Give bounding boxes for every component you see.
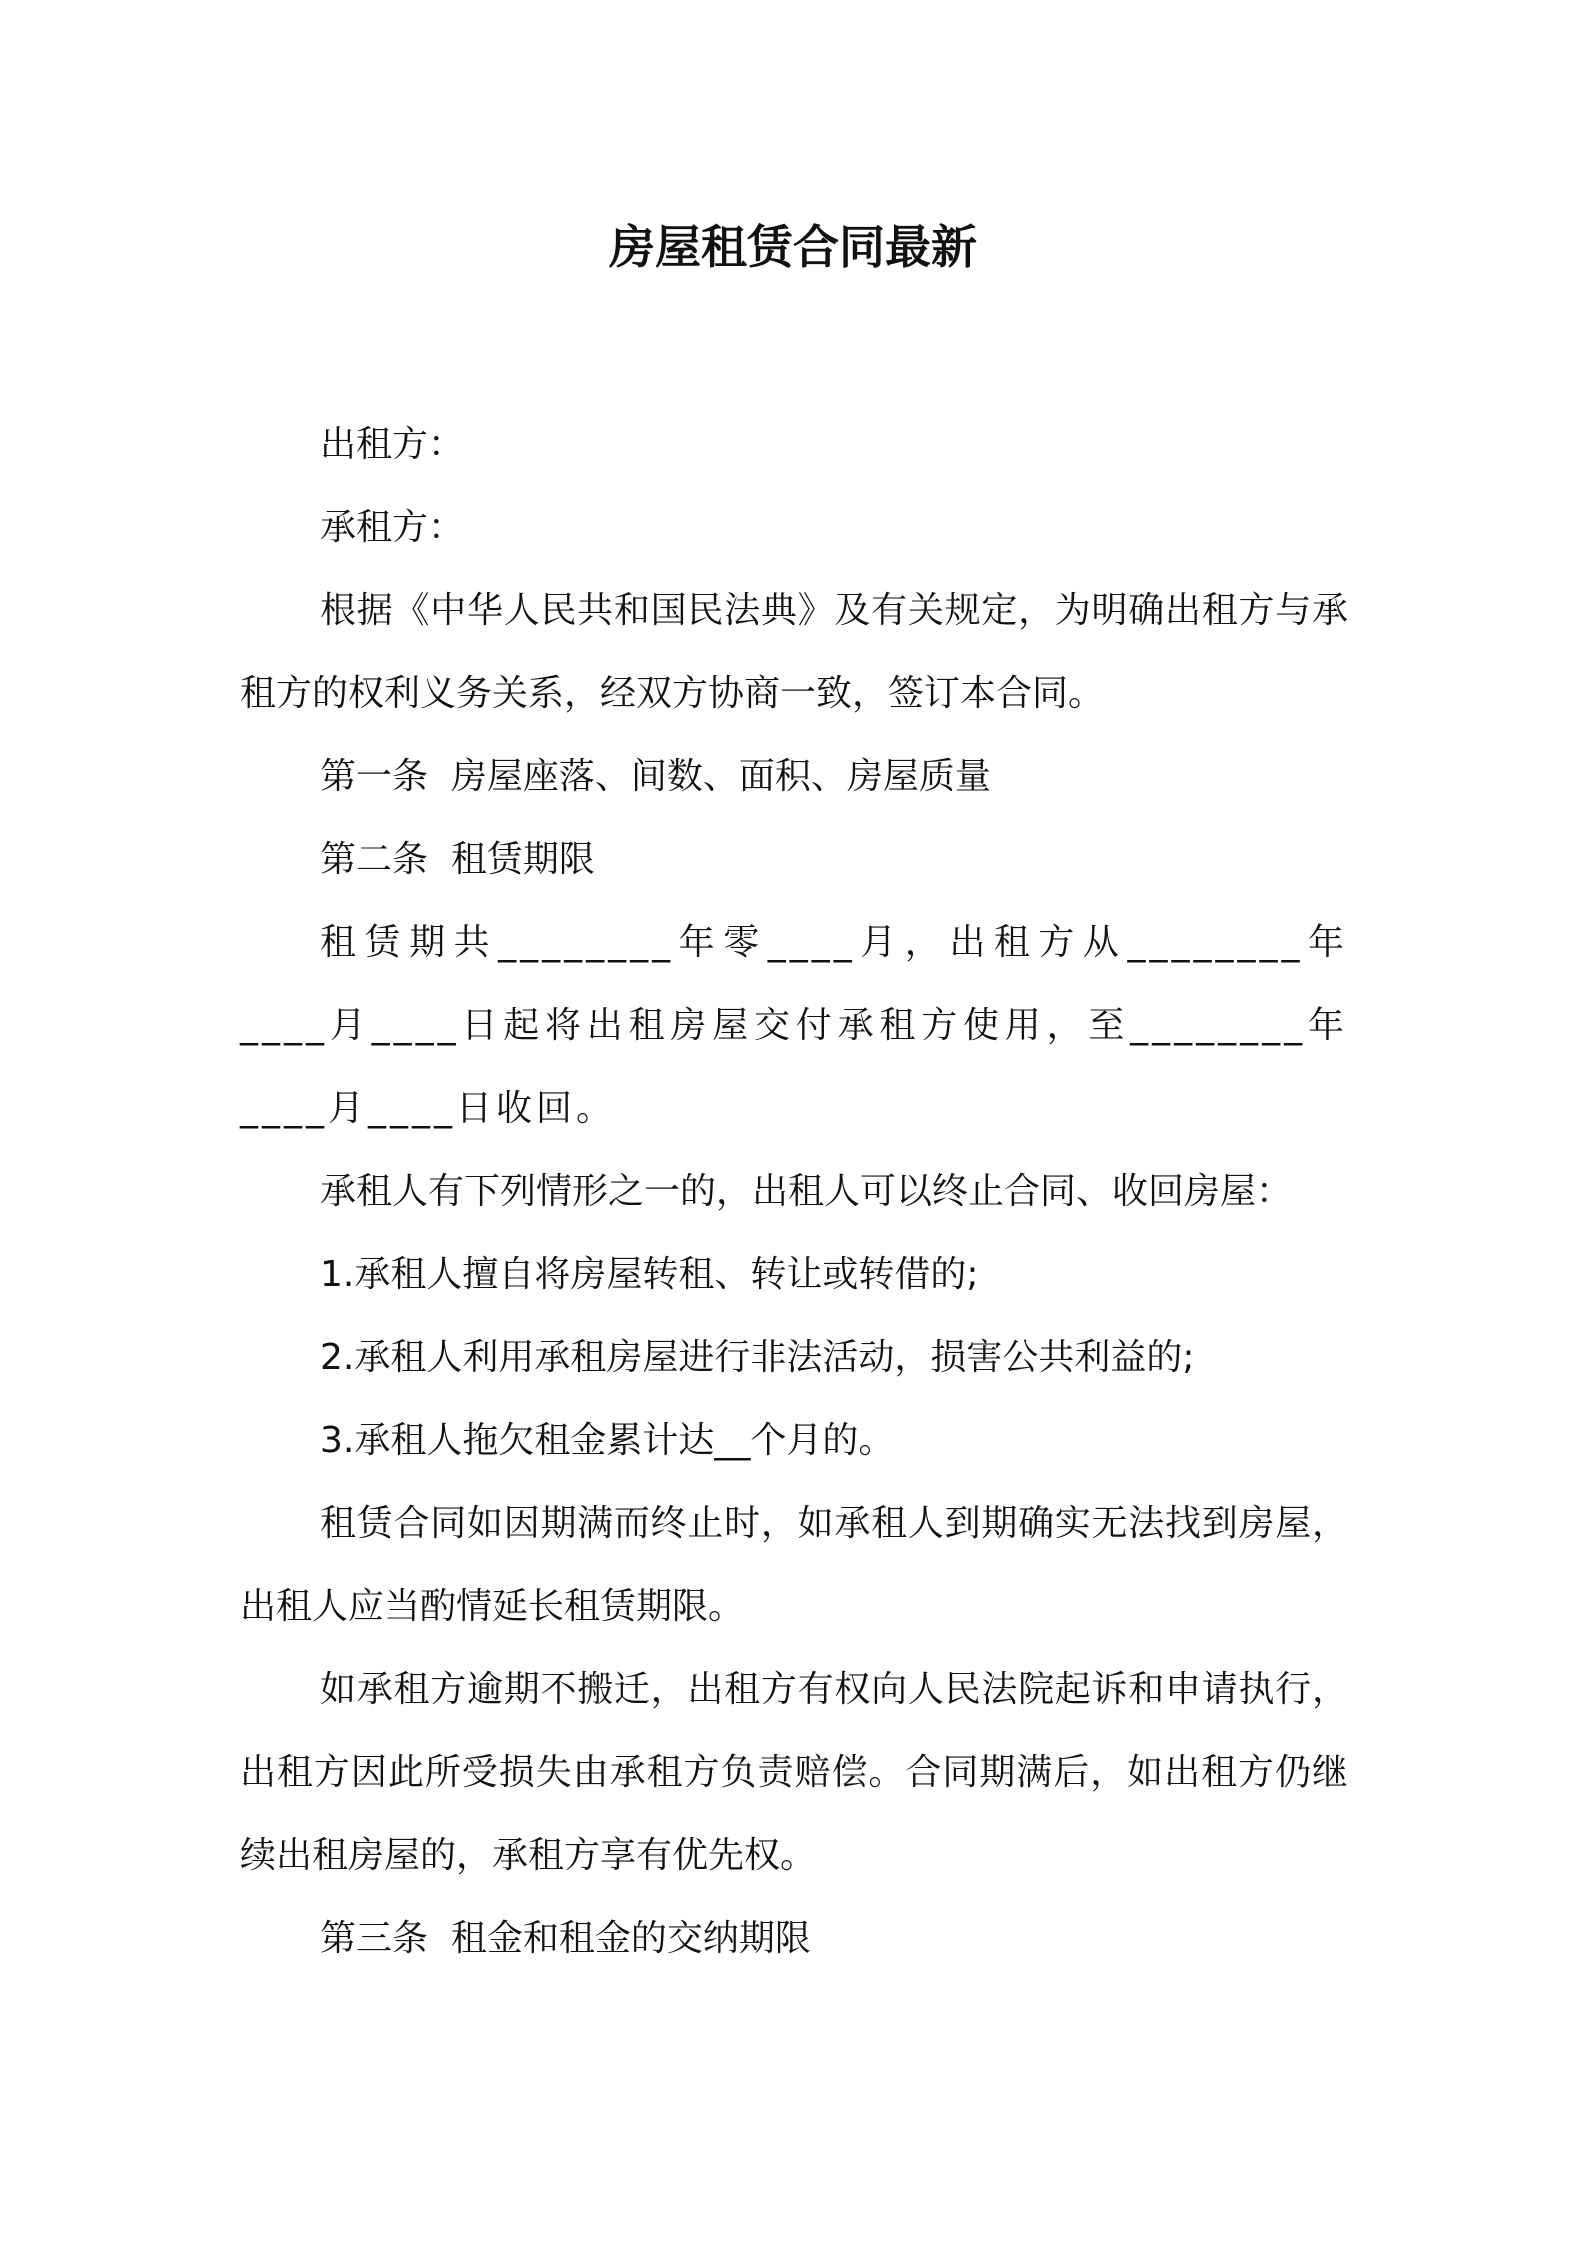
- termination-item-2: 2.承租人利用承租房屋进行非法活动，损害公共利益的;: [320, 1337, 1195, 1378]
- expiry-extension-paragraph: 租赁合同如因期满而终止时，如承租人到期确实无法找到房屋，出租人应当酌情延长租赁期限。: [240, 1503, 1348, 1627]
- article-3-heading: 第三条 租金和租金的交纳期限: [320, 1918, 811, 1959]
- termination-item-3: 3.承租人拖欠租金累计达__个月的。: [320, 1420, 895, 1461]
- termination-intro-paragraph: 承租人有下列情形之一的，出租人可以终止合同、收回房屋：: [320, 1171, 1293, 1212]
- article-2-heading: 第二条 租赁期限: [320, 839, 595, 880]
- article-1-heading: 第一条 房屋座落、间数、面积、房屋质量: [320, 756, 991, 797]
- document-title: 房屋租赁合同最新: [609, 220, 977, 274]
- termination-item-1: 1.承租人擅自将房屋转租、转让或转借的;: [320, 1254, 979, 1295]
- lessee-line: 承租方：: [320, 507, 465, 548]
- lease-term-paragraph: 租赁期共________年零____月，出租方从________年____月____日起将出租房屋交付承租方使用，至________年____月____日收回。: [240, 922, 1348, 1129]
- lessor-line: 出租方：: [320, 424, 465, 465]
- preamble-paragraph: 根据《中华人民共和国民法典》及有关规定，为明确出租方与承租方的权利义务关系，经双方协商一致，签订本合同。: [240, 590, 1348, 714]
- overdue-removal-paragraph: 如承租方逾期不搬迁，出租方有权向人民法院起诉和申请执行，出租方因此所受损失由承租方负责赔偿。合同期满后，如出租方仍继续出租房屋的，承租方享有优先权。: [240, 1669, 1348, 1876]
- document-body: [240, 403, 1348, 1980]
